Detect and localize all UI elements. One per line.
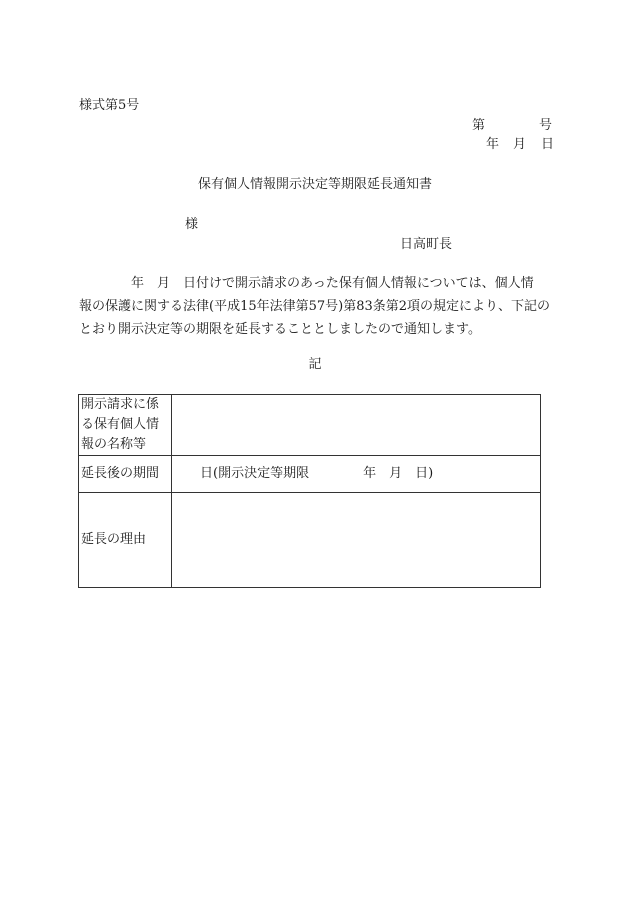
body-text-line-2: 報の保護に関する法律(平成15年法律第57号)第83条第2項の規定により、下記の — [79, 299, 551, 314]
label-request-info: 開示請求に係る保有個人情報の名称等 — [79, 395, 172, 456]
value-extension-reason — [172, 493, 541, 588]
recipient-honorific: 様 — [185, 217, 199, 232]
date-day: 日 — [541, 137, 555, 152]
issuer-name: 日高町長 — [400, 237, 453, 252]
document-title: 保有個人情報開示決定等期限延長通知書 — [197, 177, 432, 192]
table-row-request-info — [79, 395, 541, 456]
value-extended-period: 日(開示決定等期限 年 月 日) — [172, 456, 541, 493]
body-text-line-1: 年 月 日付けで開示請求のあった保有個人情報については、個人情 — [131, 276, 534, 291]
date-year: 年 — [486, 137, 500, 152]
detail-table — [78, 394, 541, 588]
form-number: 様式第5号 — [79, 98, 140, 113]
value-request-info — [172, 395, 541, 456]
date-month: 月 — [513, 137, 527, 152]
doc-number-suffix: 号 — [539, 118, 553, 133]
label-extended-period: 延長後の期間 — [79, 456, 172, 493]
table-row-extended-period — [79, 456, 541, 493]
label-extension-reason: 延長の理由 — [79, 493, 172, 588]
body-text-line-3: とおり開示決定等の期限を延長することとしましたので通知します。 — [79, 322, 481, 337]
ki-heading: 記 — [308, 357, 322, 372]
doc-number-prefix: 第 — [472, 118, 486, 133]
table-row-extension-reason — [79, 493, 541, 588]
